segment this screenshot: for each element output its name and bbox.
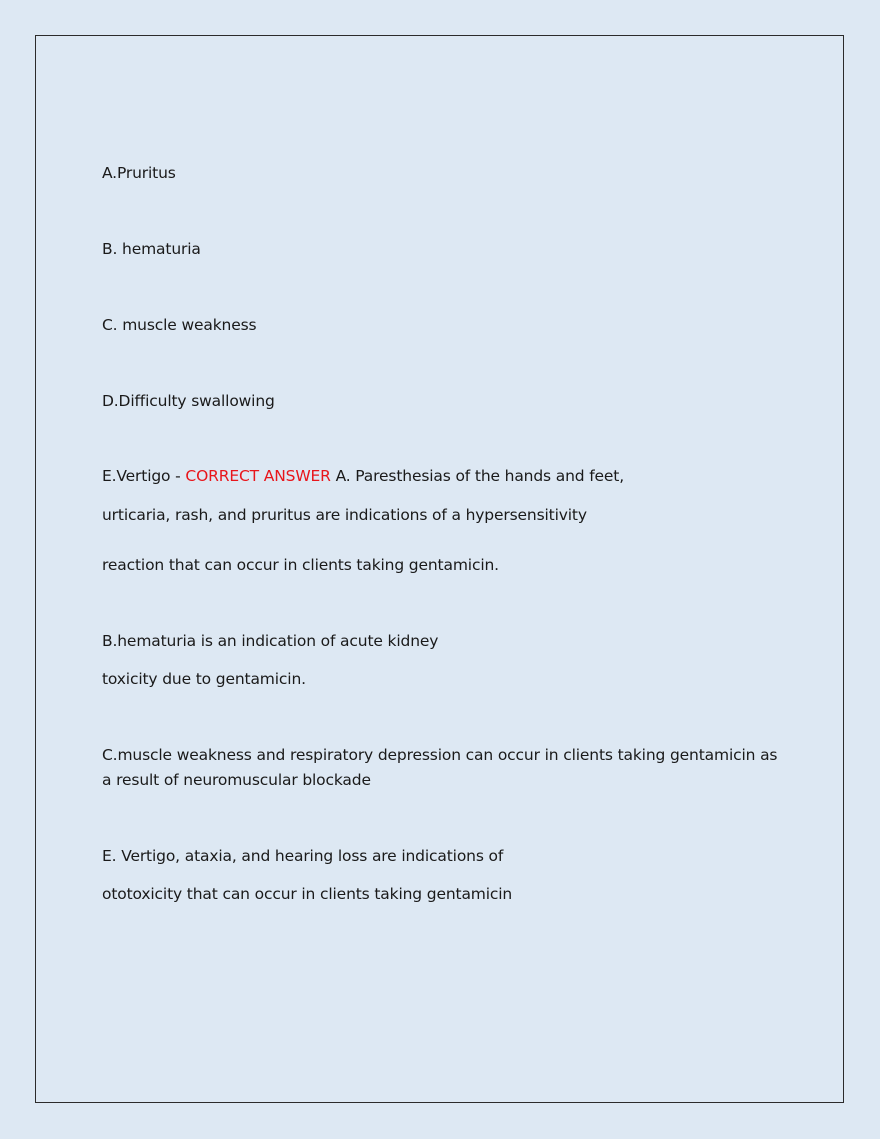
rationale-e-line-2: ototoxicity that can occur in clients taking gentamicin (102, 885, 513, 903)
rationale-b-line-2: toxicity due to gentamicin. (102, 670, 306, 688)
option-e-with-answer (102, 464, 624, 489)
rationale-a-line-1: A. Paresthesias of the hands and feet, (330, 467, 625, 485)
rationale-c-line-1: C.muscle weakness and respiratory depression can occur in clients taking gentamicin as (102, 746, 778, 764)
option-c: C. muscle weakness (102, 316, 257, 334)
rationale-a-line-2: urticaria, rash, and pruritus are indications of a hypersensitivity (102, 506, 587, 524)
correct-answer-label: CORRECT ANSWER (185, 467, 331, 485)
rationale-c-line-2: a result of neuromuscular blockade (102, 771, 371, 789)
rationale-b-line-1: B.hematuria is an indication of acute kidney (102, 632, 439, 650)
rationale-e-line-1: E. Vertigo, ataxia, and hearing loss are indications of (102, 847, 504, 865)
option-a: A.Pruritus (102, 164, 176, 182)
option-b: B. hematuria (102, 240, 201, 258)
option-e: E.Vertigo - (102, 467, 186, 485)
option-d: D.Difficulty swallowing (102, 392, 275, 410)
rationale-a-line-3: reaction that can occur in clients taking gentamicin. (102, 556, 499, 574)
